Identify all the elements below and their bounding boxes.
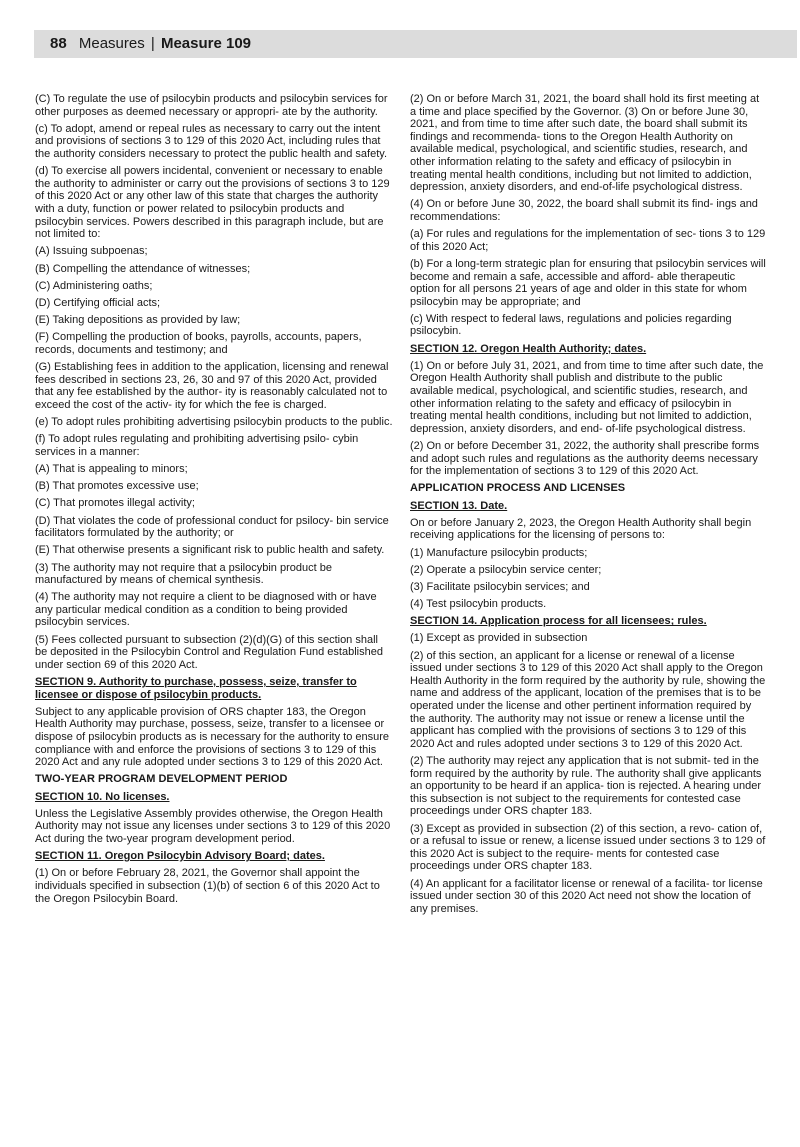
paragraph: (C) Administering oaths;: [35, 279, 153, 292]
paragraph: (2) of this section, an applicant for a license or renewal of a license issued under sections 3 to 129 of this 2020 Act shall apply to the Oregon Health Authority in the form required by the authority by rule, showing the name and address of the applicant, location of the premises that is to be operated under the license and other pertinent information required by the authority. The authority may not issue or renew a license until the applicant has complied with the provisions of sections 3 to 129 of this 2020 Act and rules adopted under sections 3 to 129 of this 2020 Act.: [410, 649, 766, 750]
paragraph: (4) On or before June 30, 2022, the board shall submit its find- ings and recommendations:: [410, 198, 758, 223]
paragraph: (2) Operate a psilocybin service center;: [410, 563, 602, 576]
paragraph: (C) To regulate the use of psilocybin products and psilocybin services for other purposes as deemed necessary or appropri- ate by the authority.: [35, 93, 388, 118]
paragraph: On or before January 2, 2023, the Oregon Health Authority shall begin receiving applications for the licensing of persons to:: [410, 516, 752, 542]
paragraph: (A) That is appealing to minors;: [35, 462, 188, 475]
header-section: Measures: [78, 35, 145, 52]
page-header: [34, 30, 797, 58]
paragraph: Subject to any applicable provision of ORS chapter 183, the Oregon Health Authority may purchase, possess, seize, transfer to a licensee or dispose of psilocybin products as is necessary for the authority to ensure compliance with and enforce the provisions of sections 3 to 129 of this 2020 Act and any rule adopted under sections 3 to 129 of this 2020 Act.: [35, 705, 390, 769]
paragraph: (a) For rules and regulations for the implementation of sec- tions 3 to 129 of this 2020 Act;: [410, 228, 766, 253]
paragraph: (4) An applicant for a facilitator license or renewal of a facilita- tor license issued under section 30 of this 2020 Act need not show the location of any premises.: [410, 877, 763, 915]
paragraph: (D) Certifying official acts;: [35, 296, 161, 309]
paragraph: (4) Test psilocybin products.: [410, 598, 547, 611]
paragraph: (B) That promotes excessive use;: [35, 480, 199, 493]
right-column: [410, 93, 768, 920]
header-separator: |: [150, 35, 155, 52]
left-column: [35, 93, 393, 910]
section-heading: SECTION 10. No licenses.: [35, 790, 170, 803]
paragraph: (1) Except as provided in subsection: [410, 632, 588, 645]
section-heading: SECTION 9. Authority to purchase, possess, seize, transfer to licensee or dispose of psilocybin products.: [35, 676, 357, 701]
paragraph: Unless the Legislative Assembly provides otherwise, the Oregon Health Authority may not issue any licenses under sections 3 to 129 of this 2020 Act during the two-year program development period.: [35, 807, 391, 845]
paragraph: (F) Compelling the production of books, payrolls, accounts, papers, records, documents and testimony; and: [35, 331, 362, 356]
paragraph: (2) On or before March 31, 2021, the board shall hold its first meeting at a time and place specified by the Governor. (3) On or before June 30, 2021, and from time to time after such date, the board shall submit its findings and recommenda- tions to the Oregon Health Authority on available medical, psychological, and scientific studies, research, and other information relating to the safety and efficacy of psilocybin in treating mental health conditions, including but not limited to addiction, depression, anxiety disorders, and end-of-life psychological distress.: [410, 93, 760, 194]
paragraph: (b) For a long-term strategic plan for ensuring that psilocybin services will become and remain a safe, accessible and afford- able therapeutic option for all persons 21 years of age and older in this state for whom psilocybin may be appropriate; and: [410, 257, 766, 308]
section-heading: SECTION 13. Date.: [410, 499, 508, 512]
paragraph: (3) Facilitate psilocybin services; and: [410, 580, 590, 593]
paragraph: (C) That promotes illegal activity;: [35, 497, 195, 510]
paragraph: (e) To adopt rules prohibiting advertising psilocybin products to the public.: [35, 416, 393, 428]
paragraph: (1) Manufacture psilocybin products;: [410, 546, 588, 559]
paragraph: (E) That otherwise presents a significant risk to public health and safety.: [35, 544, 385, 557]
paragraph: (c) To adopt, amend or repeal rules as necessary to carry out the intent and provisions of sections 3 to 129 of this 2020 Act, including rules that the authority considers necessary to protect the public health and safety.: [35, 122, 387, 160]
paragraph: (d) To exercise all powers incidental, convenient or necessary to enable the authority to administer or carry out the provisions of sections 3 to 129 of this 2020 Act or any other law of this state that charges the authority with a duty, function or power related to psilocybin products and psilocybin services. Powers described in this paragraph include, but are not limited to:: [35, 165, 390, 241]
paragraph: (A) Issuing subpoenas;: [35, 245, 148, 258]
paragraph: (3) The authority may not require that a psilocybin product be manufactured by means of chemical synthesis.: [35, 561, 332, 587]
section-heading: SECTION 11. Oregon Psilocybin Advisory Board; dates.: [35, 850, 325, 863]
section-heading: SECTION 12. Oregon Health Authority; dates.: [410, 342, 647, 355]
paragraph: (5) Fees collected pursuant to subsection (2)(d)(G) of this section shall be deposited in the Psilocybin Control and Regulation Fund established under section 69 of this 2020 Act.: [35, 633, 383, 671]
paragraph: (E) Taking depositions as provided by law;: [35, 314, 241, 327]
paragraph: (D) That violates the code of professional conduct for psilocy- bin service facilitators formulated by the authority; or: [35, 514, 389, 540]
paragraph: (B) Compelling the attendance of witnesses;: [35, 262, 251, 275]
header-measure-title: Measure 109: [160, 35, 252, 52]
paragraph: (3) Except as provided in subsection (2) of this section, a revo- cation of, or a refusal to issue or renew, a license issued under sections 3 to 129 of this 2020 Act is subject to the require- ments for contested case proceedings under ORS chapter 183.: [410, 822, 766, 873]
part-heading: TWO-YEAR PROGRAM DEVELOPMENT PERIOD: [35, 773, 288, 786]
paragraph: (1) On or before February 28, 2021, the Governor shall appoint the individuals specified in subsection (1)(b) of section 6 of this 2020 Act to the Oregon Psilocybin Board.: [35, 867, 380, 905]
section-heading: SECTION 14. Application process for all licensees; rules.: [410, 615, 707, 628]
paragraph: (4) The authority may not require a client to be diagnosed with or have any particular medical condition as a condition to being provided psilocybin services.: [35, 591, 377, 629]
paragraph: (f) To adopt rules regulating and prohibiting advertising psilo- cybin services in a manner:: [35, 433, 359, 458]
paragraph: (2) On or before December 31, 2022, the authority shall prescribe forms and adopt such rules and regulations as the authority deems necessary for the implementation of sections 3 to 129 of this 2020 Act.: [410, 440, 760, 478]
page-number: 88: [50, 35, 67, 52]
paragraph: (G) Establishing fees in addition to the application, licensing and renewal fees described in sections 23, 26, 30 and 97 of this 2020 Act, provided that any fee established by the author- ity is reasonably calculated not to exceed the cost of the activ- ity for which the fee is charged.: [35, 361, 389, 411]
part-heading: APPLICATION PROCESS AND LICENSES: [410, 482, 626, 495]
header-text: [50, 35, 251, 53]
paragraph: (2) The authority may reject any application that is not submit- ted in the form required by the authority by rule. The authority shall give applicants an opportunity to be heard if an applica- tion is rejected. A hearing under this subsection is not subject to the requirements for contested case proceedings under ORS chapter 183.: [410, 755, 762, 818]
paragraph: (1) On or before July 31, 2021, and from time to time after such date, the Oregon Health Authority shall publish and distribute to the public available medical, psychological, and scientific studies, research, and other information relating to the safety and efficacy of psilocybin in treating mental health conditions, including but not limited to addiction, depression, anxiety disorders, and end- of-life psychological distress.: [410, 359, 764, 435]
paragraph: (c) With respect to federal laws, regulations and policies regarding psilocybin.: [410, 312, 732, 338]
